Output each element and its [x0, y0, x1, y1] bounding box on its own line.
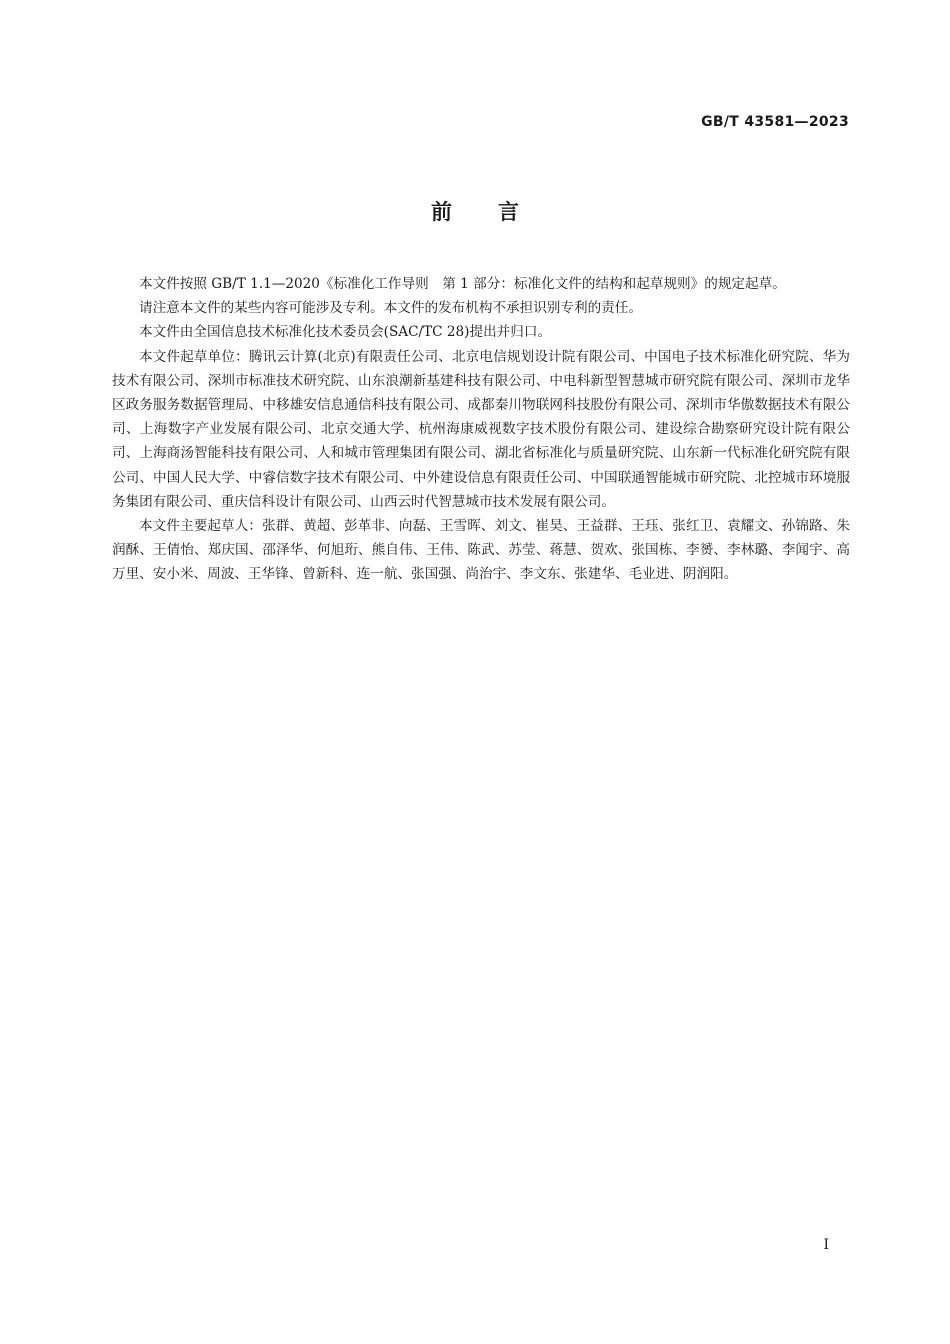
paragraph-proposer: 本文件由全国信息技术标准化技术委员会(SAC/TC 28)提出并归口。	[139, 324, 552, 341]
page-number: I	[823, 1237, 829, 1253]
paragraph-drafting-units: 本文件起草单位：腾讯云计算(北京)有限责任公司、北京电信规划设计院有限公司、中国电子技术标准化研究院、华为技术有限公司、深圳市标准技术研究院、山东浪潮新基建科技有限公司、中电科新型智慧城市研究院有限公司、深圳市龙华区政务服务数据管理局、中移雄安信息通信科技有限公司、成都秦川物联网科技股份有限公司、深圳市华傲数据技术有限公司、上海数字产业发展有限公司、北京交通大学、杭州海康威视数字技术股份有限公司、建设综合勘察研究设计院有限公司、上海商汤智能科技有限公司、人和城市管理集团有限公司、湖北省标准化与质量研究院、山东新一代标准化研究院有限公司、中国人民大学、中睿信数字技术有限公司、中外建设信息有限责任公司、中国联通智能城市研究院、北控城市环境服务集团有限公司、重庆信科设计有限公司、山西云时代智慧城市技术发展有限公司。	[112, 348, 850, 510]
standard-number: GB/T 43581—2023	[701, 114, 849, 130]
page-title: 前言	[431, 200, 565, 224]
paragraph-drafting-rules: 本文件按照 GB/T 1.1—2020《标准化工作导则 第 1 部分：标准化文件的结构和起草规则》的规定起草。	[139, 276, 786, 292]
foreword-body	[112, 272, 850, 587]
paragraph-patent-notice: 请注意本文件的某些内容可能涉及专利。本文件的发布机构不承担识别专利的责任。	[139, 300, 642, 317]
paragraph-main-drafters: 本文件主要起草人：张群、黄超、彭革非、向磊、王雪晖、刘文、崔昊、王益群、王珏、张红卫、袁耀文、孙锦路、朱润酥、王倩怡、郑庆国、邵泽华、何旭珩、熊自伟、王伟、陈武、苏莹、蒋慧、贺欢、张国栋、李赟、李林璐、李闻宇、高万里、安小米、周波、王华锋、曾新科、连一航、张国强、尚治宇、李文东、张建华、毛业进、阴润阳。	[112, 518, 850, 583]
